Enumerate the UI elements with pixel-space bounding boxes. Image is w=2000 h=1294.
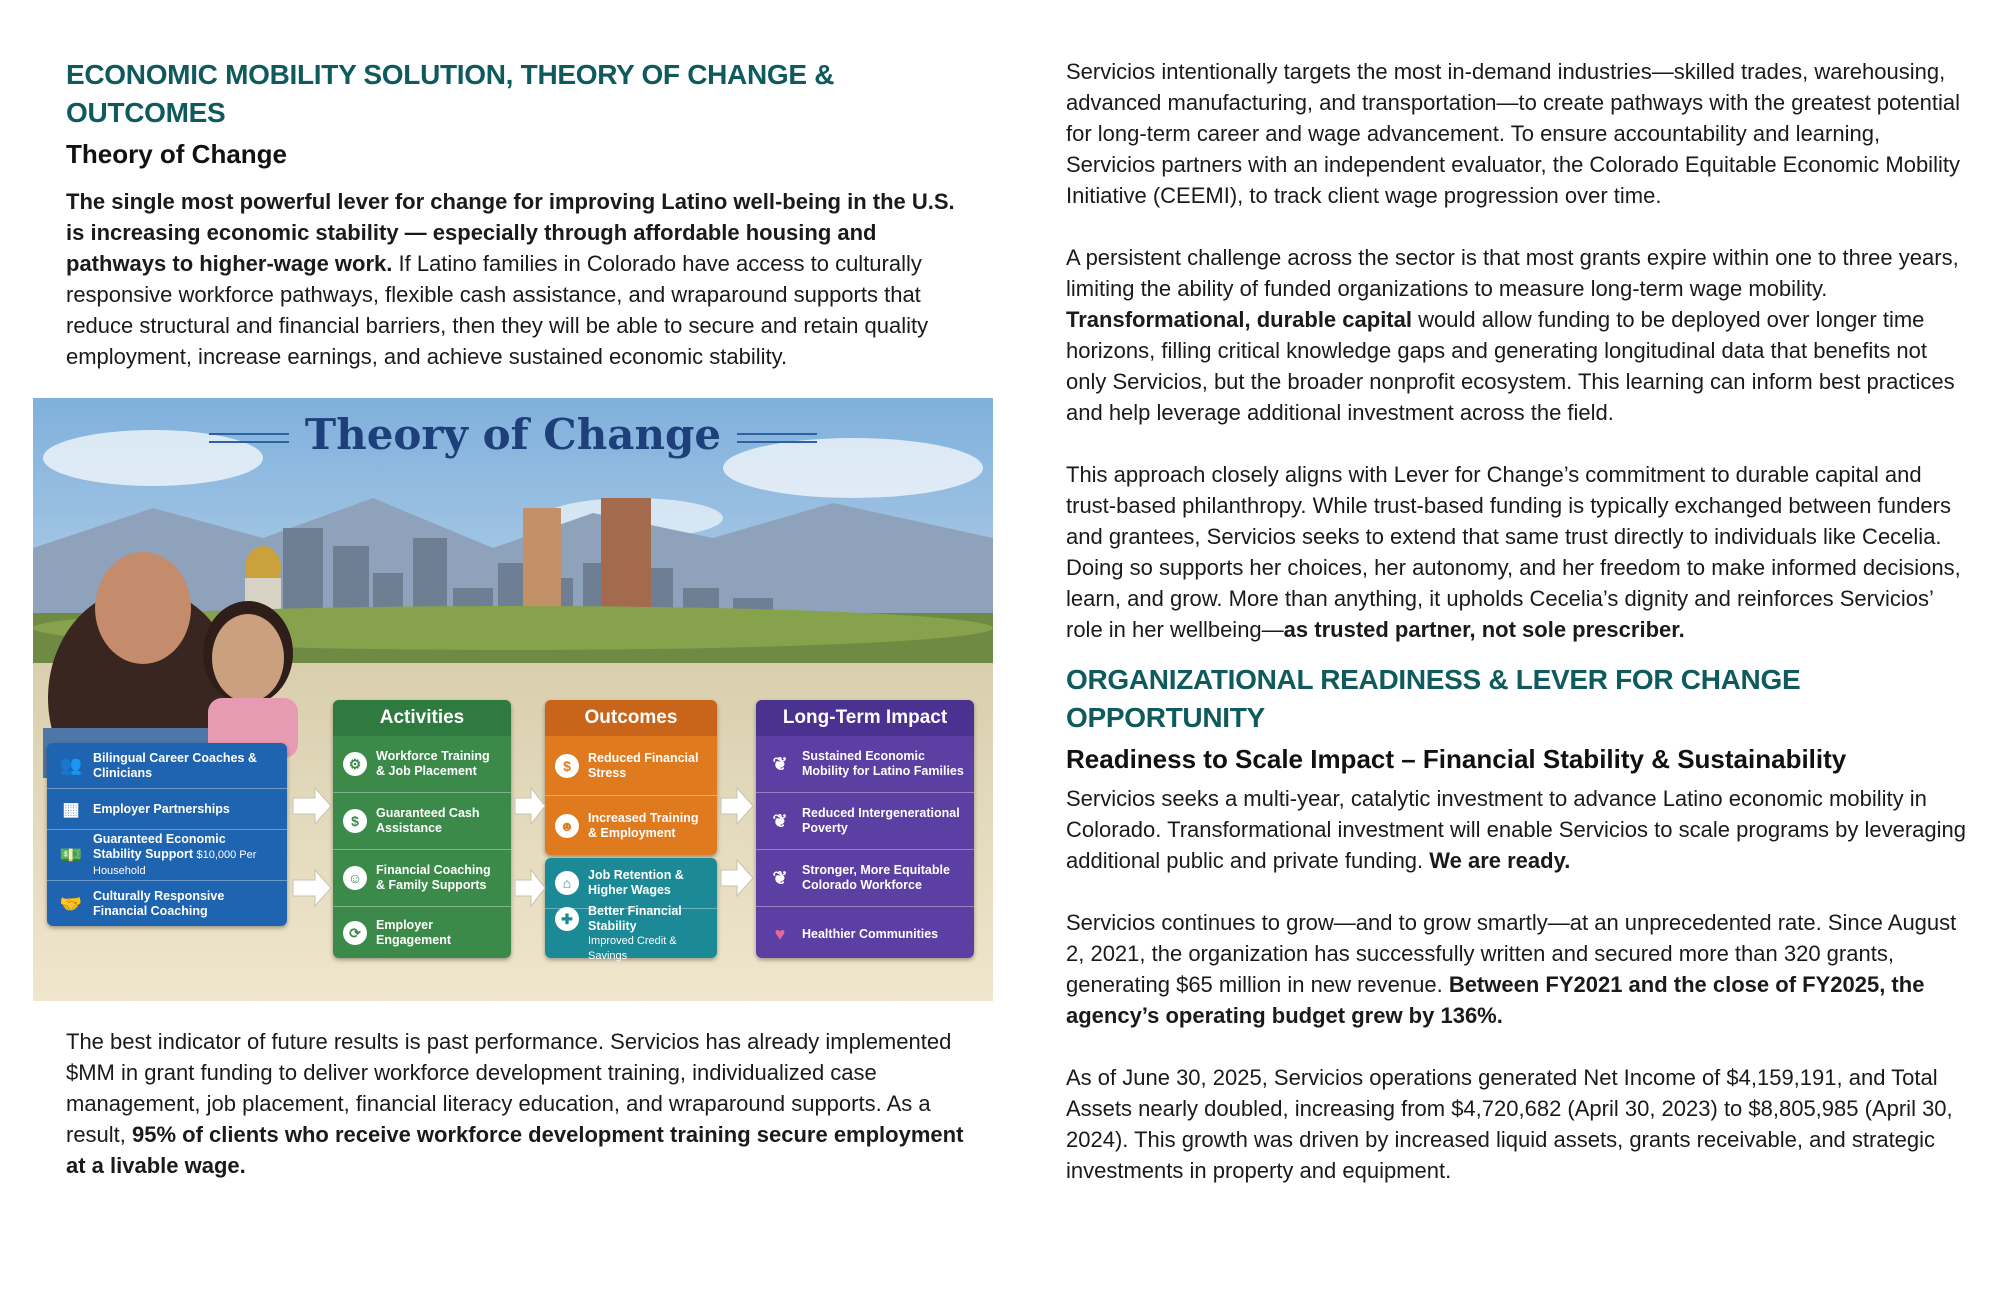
training-icon: ⚙ [343,752,367,776]
shield-icon: ✚ [555,907,579,931]
durable-capital-bold: Transformational, durable capital [1066,307,1412,332]
arrow-right-icon [515,870,545,906]
left-column-bottom [66,1026,966,1181]
impact-header: Long-Term Impact [756,700,974,736]
handshake-icon: 🤝 [59,893,83,914]
paragraph-gap [1066,428,1966,459]
input-label: Bilingual Career Coaches & Clinicians [93,750,257,780]
cash-assistance-icon: $ [343,809,367,833]
intro-bold-statement: The single most powerful lever for change for improving Latino well-being in the U.S. is increasing economic stability — especially through affordable housing and pathways to higher-wage work. [66,189,955,276]
people-icon: ☻ [555,814,579,838]
subheading-readiness-to-scale: Readiness to Scale Impact – Financial Stability & Sustainability [1066,744,1847,774]
financials-paragraph: As of June 30, 2025, Servicios operations generated Net Income of $4,159,191, and Total Assets nearly doubled, increasing from $4,720,682 (April 30, 2023) to $8,805,985 (April 30, 2024). This growth was driven by increased liquid assets, grants receivable, and strategic investments in property and equipment. [1066,1065,1953,1183]
catalytic-investment-paragraph [1066,783,1966,876]
outcome-label: Increased Training & Employment [588,810,699,840]
past-performance-paragraph [66,1026,966,1181]
outcome-label: Reduced Financial Stress [588,750,699,780]
past-performance-bold: 95% of clients who receive workforce development training secure employment at a livable wage. [66,1122,964,1178]
activity-label: Financial Coaching & Family Supports [376,863,491,892]
catalytic-investment-bold: We are ready. [1429,848,1571,873]
cash-icon: 💵 [59,844,83,865]
arrow-right-icon [721,788,753,824]
subheading-theory-of-change: Theory of Change [66,139,288,169]
theory-of-change-infographic [33,398,993,1001]
growth-text: Servicios continues to grow—and to grow smartly—at an unprecedented rate. Since August 2, 2021, the organization has successfully written and secured more than 320 grants, generating $65 million in new revenue. [1066,910,1957,997]
arrow-right-icon [515,788,545,824]
ribbon-icon: ❦ [772,753,788,774]
ribbon-icon: ❦ [772,867,788,888]
growth-bold: Between FY2021 and the close of FY2025, the agency’s operating budget grew by 136%. [1066,972,1925,1028]
impact-label: Reduced Intergenerational Poverty [802,806,960,835]
impact-label: Stronger, More Equitable Colorado Workforce [802,863,950,892]
past-performance-text: The best indicator of future results is past performance. Servicios has already implemented $MM in grant funding to deliver workforce development training, individualized case management, job placement, financial literacy education, and wraparound supports. As a result, [66,1029,952,1147]
intro-rest: If Latino families in Colorado have access to culturally responsive workforce pathways, flexible cash assistance, and wraparound supports that reduce structural and financial barriers, then they will be able to secure and retain quality employment, increase earnings, and achieve sustained economic stability. [66,251,929,369]
trust-based-paragraph [1066,459,1966,645]
paragraph-gap [1066,876,1966,907]
catalytic-investment-text: Servicios seeks a multi-year, catalytic investment to advance Latino economic mobility in Colorado. Transformational investment will enable Servicios to scale programs by leveraging additional public and private funding. [1066,786,1966,873]
activity-label: Workforce Training & Job Placement [376,749,490,778]
arrow-right-icon [721,860,753,896]
section-heading-economic-mobility: ECONOMIC MOBILITY SOLUTION, THEORY OF CHANGE & OUTCOMES [66,59,835,128]
input-label: Employer Partnerships [93,801,230,816]
engagement-icon: ⟳ [343,921,367,945]
trust-based-text: This approach closely aligns with Lever for Change’s commitment to durable capital and trust-based philanthropy. While trust-based funding is typically exchanged between funders and grantees, Servicios seeks to extend that same trust directly to individuals like Cecelia. Doing so supports her choices, her autonomy, and her freedom to make informed decisions, learn, and grow. More than anything, it upholds Cecelia’s dignity and reinforces Servicios’ role in her wellbeing— [1066,462,1961,642]
outcome-note: Improved Credit & Savings [588,935,677,962]
input-label: Culturally Responsive Financial Coaching [93,889,225,918]
left-column [66,56,966,372]
growth-paragraph [1066,907,1966,1031]
impact-label: Sustained Economic Mobility for Latino Families [802,749,964,778]
heart-icon: ♥ [774,923,786,944]
paragraph-gap [1066,1031,1966,1062]
target-industries-paragraph: Servicios intentionally targets the most in-demand industries—skilled trades, warehousing, advanced manufacturing, and transportation—to create pathways with the greatest potential for long-term career and wage advancement. To ensure accountability and learning, Servicios partners with an independent evaluator, the Colorado Equitable Economic Mobility Initiative (CEEMI), to track client wage progression over time. [1066,59,1960,208]
durable-capital-text-b: would allow funding to be deployed over longer time horizons, filling critical knowledge gaps and generating longitudinal data that benefits not only Servicios, but the broader nonprofit ecosystem. This learning can inform best practices and help leverage additional investment across the field. [1066,307,1955,425]
building-icon: ▦ [62,798,80,819]
arrow-right-icon [293,870,331,906]
input-label: Guaranteed Economic Stability Support [93,831,226,861]
right-column [1066,56,1966,1186]
arrow-right-icon [293,788,331,824]
durable-capital-paragraph [1066,242,1966,428]
section-heading-organizational-readiness: ORGANIZATIONAL READINESS & LEVER FOR CHANGE OPPORTUNITY [1066,664,1801,733]
outcome-label: Job Retention & Higher Wages [588,868,684,897]
impact-label: Healthier Communities [802,926,939,941]
infographic-title-text: Theory of Change [304,410,722,459]
durable-capital-text-a: A persistent challenge across the sector is that most grants expire within one to three years, limiting the ability of funded organizations to measure long-term wage mobility. [1066,245,1959,301]
flow-arrows [33,398,993,1001]
coaching-icon: ☺ [343,866,367,890]
outcome-label: Better Financial Stability [588,904,682,933]
ribbon-icon: ❦ [772,810,788,831]
people-icon: 👥 [59,755,83,775]
trust-based-bold: as trusted partner, not sole prescriber. [1283,617,1685,642]
house-icon: ⌂ [555,871,579,895]
intro-paragraph [66,186,966,372]
activity-label: Employer Engagement [376,918,452,947]
dollar-icon: $ [555,754,579,778]
activity-label: Guaranteed Cash Assistance [376,806,480,835]
input-note: $10,000 Per Household [93,848,257,877]
paragraph-gap [1066,211,1966,242]
activities-header: Activities [333,700,511,736]
outcomes-header: Outcomes [545,700,717,736]
